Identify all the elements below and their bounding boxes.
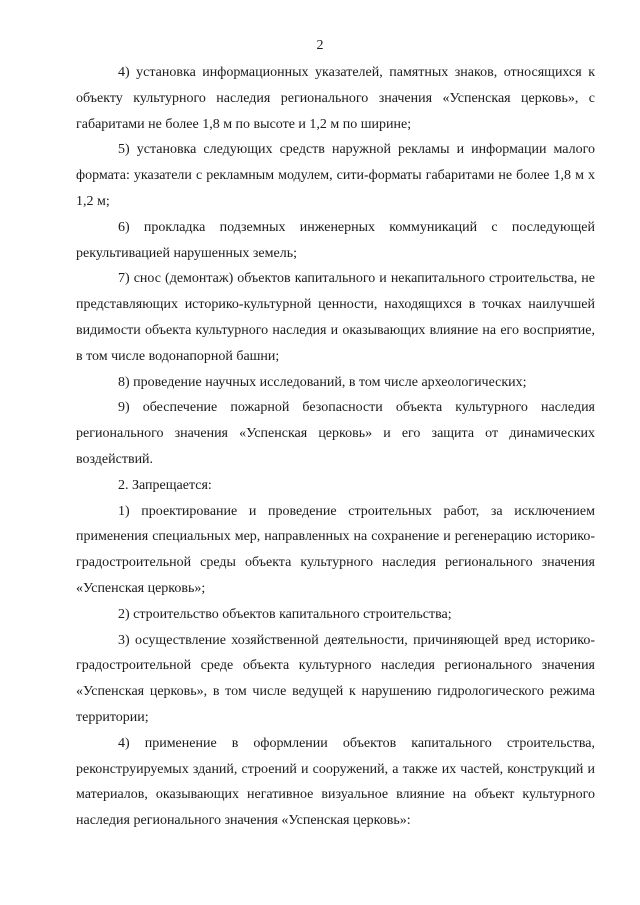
paragraph-permitted-item-8: 8) проведение научных исследований, в том числе археологических; [118, 374, 527, 390]
document-body [76, 60, 595, 834]
section-prohibited-heading: 2. Запрещается: [118, 477, 212, 493]
paragraph-prohibited-item-4: 4) применение в оформлении объектов капитального строительства, реконструируемых зданий, строений и сооружений, а также их частей, конструкций и материалов, оказывающих негативное визуальное влияние на объект культурного наследия регионального значения «Успенская церковь»: [76, 735, 595, 829]
page-number: 2 [316, 38, 324, 53]
paragraph-permitted-item-9: 9) обеспечение пожарной безопасности объекта культурного наследия регионального значения «Успенская церковь» и его защита от динамических воздействий. [76, 400, 595, 467]
paragraph-prohibited-item-3: 3) осуществление хозяйственной деятельности, причиняющей вред историко-градостроительной среде объекта культурного наследия регионального значения «Успенская церковь», в том числе ведущей к нарушению гидрологического режима территории; [76, 632, 595, 725]
paragraph-prohibited-item-1: 1) проектирование и проведение строительных работ, за исключением применения специальных мер, направленных на сохранение и регенерацию историко-градостроительной среды объекта культурного наследия регионального значения «Успенская церковь»; [76, 503, 595, 596]
paragraph-permitted-item-5: 5) установка следующих средств наружной рекламы и информации малого формата: указатели с рекламным модулем, сити-форматы габаритами не более 1,8 м х 1,2 м; [76, 142, 595, 209]
paragraph-prohibited-item-2: 2) строительство объектов капитального строительства; [118, 606, 452, 622]
paragraph-permitted-item-4: 4) установка информационных указателей, памятных знаков, относящихся к объекту культурного наследия регионального значения «Успенская церковь», с габаритами не более 1,8 м по высоте и 1,2 м по ширине; [76, 65, 595, 132]
paragraph-permitted-item-6: 6) прокладка подземных инженерных коммуникаций с последующей рекультивацией нарушенных земель; [76, 219, 595, 261]
paragraph-permitted-item-7: 7) снос (демонтаж) объектов капитального и некапитального строительства, не представляющих историко-культурной ценности, находящихся в точках наилучшей видимости объекта культурного наследия и оказывающих влияние на его восприятие, в том числе водонапорной башни; [76, 271, 595, 364]
